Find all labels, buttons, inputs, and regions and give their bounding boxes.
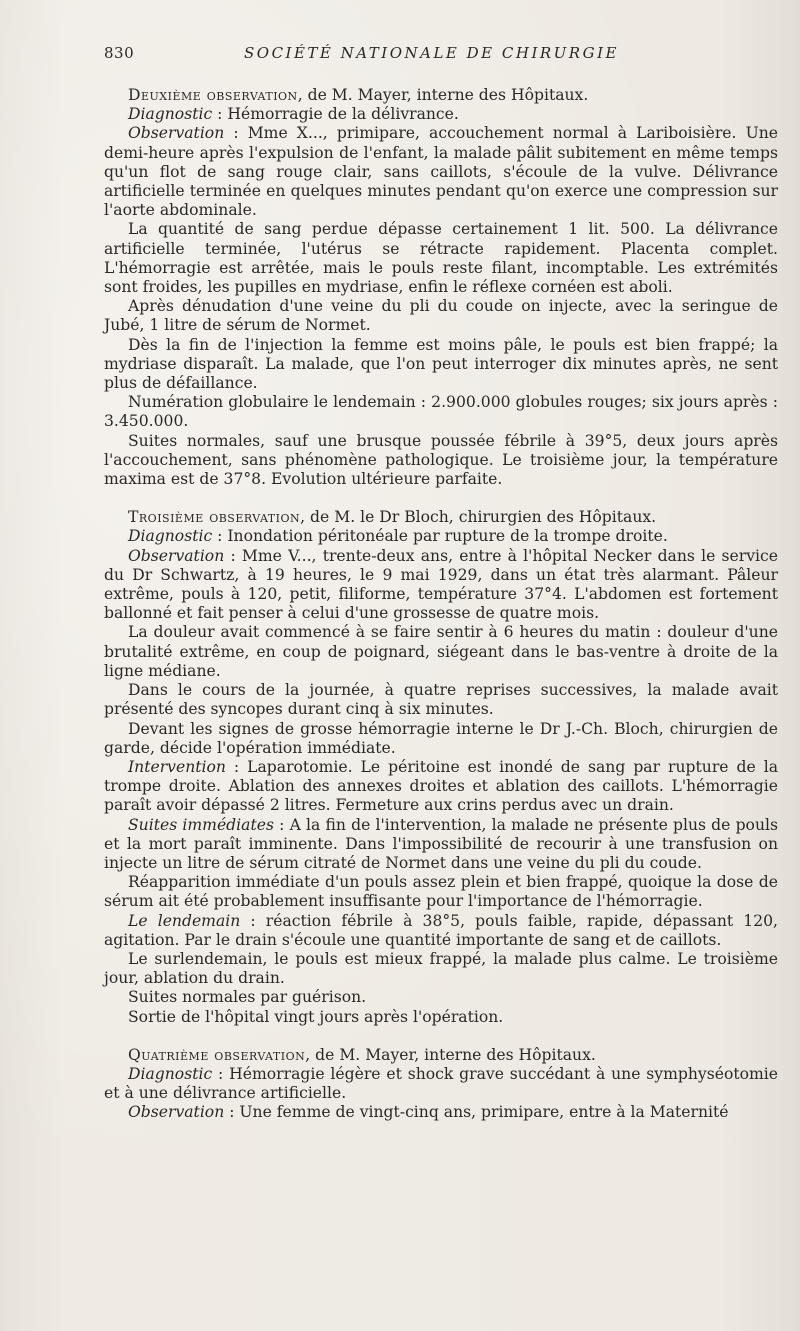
paragraph: Le surlendemain, le pouls est mieux frappé, la malade plus calme. Le troisième jour, ablation du drain. — [104, 949, 778, 988]
diagnostic-text: : Inondation péritonéale par rupture de la trompe droite. — [212, 527, 668, 546]
observation-heading — [104, 86, 778, 105]
suites-text: : A la fin de l'intervention, la malade ne présente plus de pouls et la mort paraît imminente. Dans l'impossibilité de recourir à une transfusion on injecte un litre de sérum citraté de Normet dans une veine du pli du coude. — [104, 815, 778, 872]
observation-4 — [104, 1046, 778, 1123]
observation-title: Troisième observation — [128, 508, 301, 527]
running-title: SOCIÉTÉ NATIONALE DE CHIRURGIE — [244, 44, 619, 62]
diagnostic-line — [104, 105, 778, 124]
paragraph: La douleur avait commencé à se faire sentir à 6 heures du matin : douleur d'une brutalité extrême, en coup de poignard, siégeant dans le bas-ventre à droite de la ligne médiane. — [104, 623, 778, 680]
observation-3 — [104, 508, 778, 1026]
intervention-text: : Laparotomie. Le péritoine est inondé de sang par rupture de la trompe droite. Ablation des annexes droites et ablation des caillots. L'hémorragie paraît avoir dépassé 2 litres. Fermeture aux crins perdus avec un drain. — [104, 757, 778, 815]
paragraph: La quantité de sang perdue dépasse certainement 1 lit. 500. La délivrance artificielle terminée, l'utérus se rétracte rapidement. Placenta complet. L'hémorragie est arrêtée, mais le pouls reste filant, incomptable. Les extrémités sont froides, les pupilles en mydriase, enfin le réflexe cornéen est aboli. — [104, 220, 778, 297]
observation-title: Quatrième observation — [128, 1045, 306, 1064]
observation-heading — [104, 508, 778, 527]
observation-heading — [104, 1046, 778, 1065]
observation-paragraph — [104, 547, 778, 624]
page-header — [104, 44, 778, 68]
intervention-paragraph — [104, 758, 778, 816]
observation-label: Observation — [128, 1103, 225, 1122]
intervention-label: Intervention — [128, 757, 226, 776]
observation-author: , de M. Mayer, interne des Hôpitaux. — [297, 86, 589, 104]
diagnostic-line — [104, 1065, 778, 1103]
paragraph: Dès la fin de l'injection la femme est moins pâle, le pouls est bien frappé; la mydriase disparaît. La malade, que l'on peut interroger dix minutes après, ne sent plus de défaillance. — [104, 335, 778, 393]
diagnostic-label: Diagnostic — [128, 1064, 213, 1083]
diagnostic-text: : Hémorragie légère et shock grave succédant à une symphyséotomie et à une délivrance artificielle. — [104, 1064, 778, 1103]
lendemain-label: Le lendemain — [128, 911, 241, 930]
suites-label: Suites immédiates — [128, 815, 274, 834]
paragraph: Suites normales, sauf une brusque poussée fébrile à 39°5, deux jours après l'accouchement, sans phénomène pathologique. Le troisième jour, la température maxima est de 37°8. Evolution ultérieure parfaite. — [104, 431, 778, 489]
lendemain-text: : réaction fébrile à 38°5, pouls faible, rapide, dépassant 120, agitation. Par le drain s'écoule une quantité importante de sang et de caillots. — [104, 911, 778, 949]
observation-text: : Une femme de vingt-cinq ans, primipare, entre à la Maternité — [224, 1103, 729, 1122]
observation-2 — [104, 86, 778, 489]
document-body — [104, 86, 778, 1123]
observation-label: Observation — [128, 546, 225, 565]
section-divider — [104, 489, 778, 508]
observation-text: : Mme X..., primipare, accouchement normal à Lariboisière. Une demi-heure après l'expulsion de l'enfant, la malade pâlit subitement en même temps qu'un flot de sang rouge clair, sans caillots, s'écoule de la vulve. Délivrance artificielle terminée en quelques minutes pendant qu'on exerce une compression sur l'aorte abdominale. — [104, 124, 778, 220]
diagnostic-label: Diagnostic — [128, 105, 213, 124]
diagnostic-line — [104, 527, 778, 546]
section-divider — [104, 1027, 778, 1046]
observation-paragraph — [104, 1103, 778, 1122]
diagnostic-text: : Hémorragie de la délivrance. — [212, 105, 459, 124]
suites-paragraph — [104, 816, 778, 874]
diagnostic-label: Diagnostic — [128, 527, 213, 546]
observation-author: , de M. Mayer, interne des Hôpitaux. — [305, 1045, 596, 1064]
paragraph: Réapparition immédiate d'un pouls assez plein et bien frappé, quoique la dose de sérum ait été probablement insuffisante pour l'importance de l'hémorragie. — [104, 873, 778, 911]
observation-label: Observation — [128, 124, 225, 143]
paragraph: Dans le cours de la journée, à quatre reprises successives, la malade avait présenté des syncopes durant cinq à six minutes. — [104, 681, 778, 719]
observation-author: , de M. le Dr Bloch, chirurgien des Hôpitaux. — [300, 508, 657, 527]
page-number: 830 — [104, 44, 135, 62]
lendemain-paragraph — [104, 912, 778, 950]
observation-title: Deuxième observation — [128, 86, 298, 104]
paragraph: Devant les signes de grosse hémorragie interne le Dr J.-Ch. Bloch, chirurgien de garde, décide l'opération immédiate. — [104, 719, 778, 757]
paragraph: Après dénudation d'une veine du pli du coude on injecte, avec la seringue de Jubé, 1 litre de sérum de Normet. — [104, 297, 778, 335]
paragraph: Sortie de l'hôpital vingt jours après l'opération. — [128, 1007, 504, 1026]
paragraph: Suites normales par guérison. — [128, 988, 367, 1007]
paragraph: Numération globulaire le lendemain : 2.900.000 globules rouges; six jours après : 3.450.000. — [104, 393, 778, 431]
observation-text: : Mme V..., trente-deux ans, entre à l'hôpital Necker dans le service du Dr Schwartz, à 19 heures, le 9 mai 1929, dans un état très alarmant. Pâleur extrême, pouls à 120, petit, filiforme, température 37°4. L'abdomen est fortement ballonné et fait penser à celui d'une grossesse de quatre mois. — [104, 546, 778, 623]
observation-paragraph — [104, 124, 778, 220]
